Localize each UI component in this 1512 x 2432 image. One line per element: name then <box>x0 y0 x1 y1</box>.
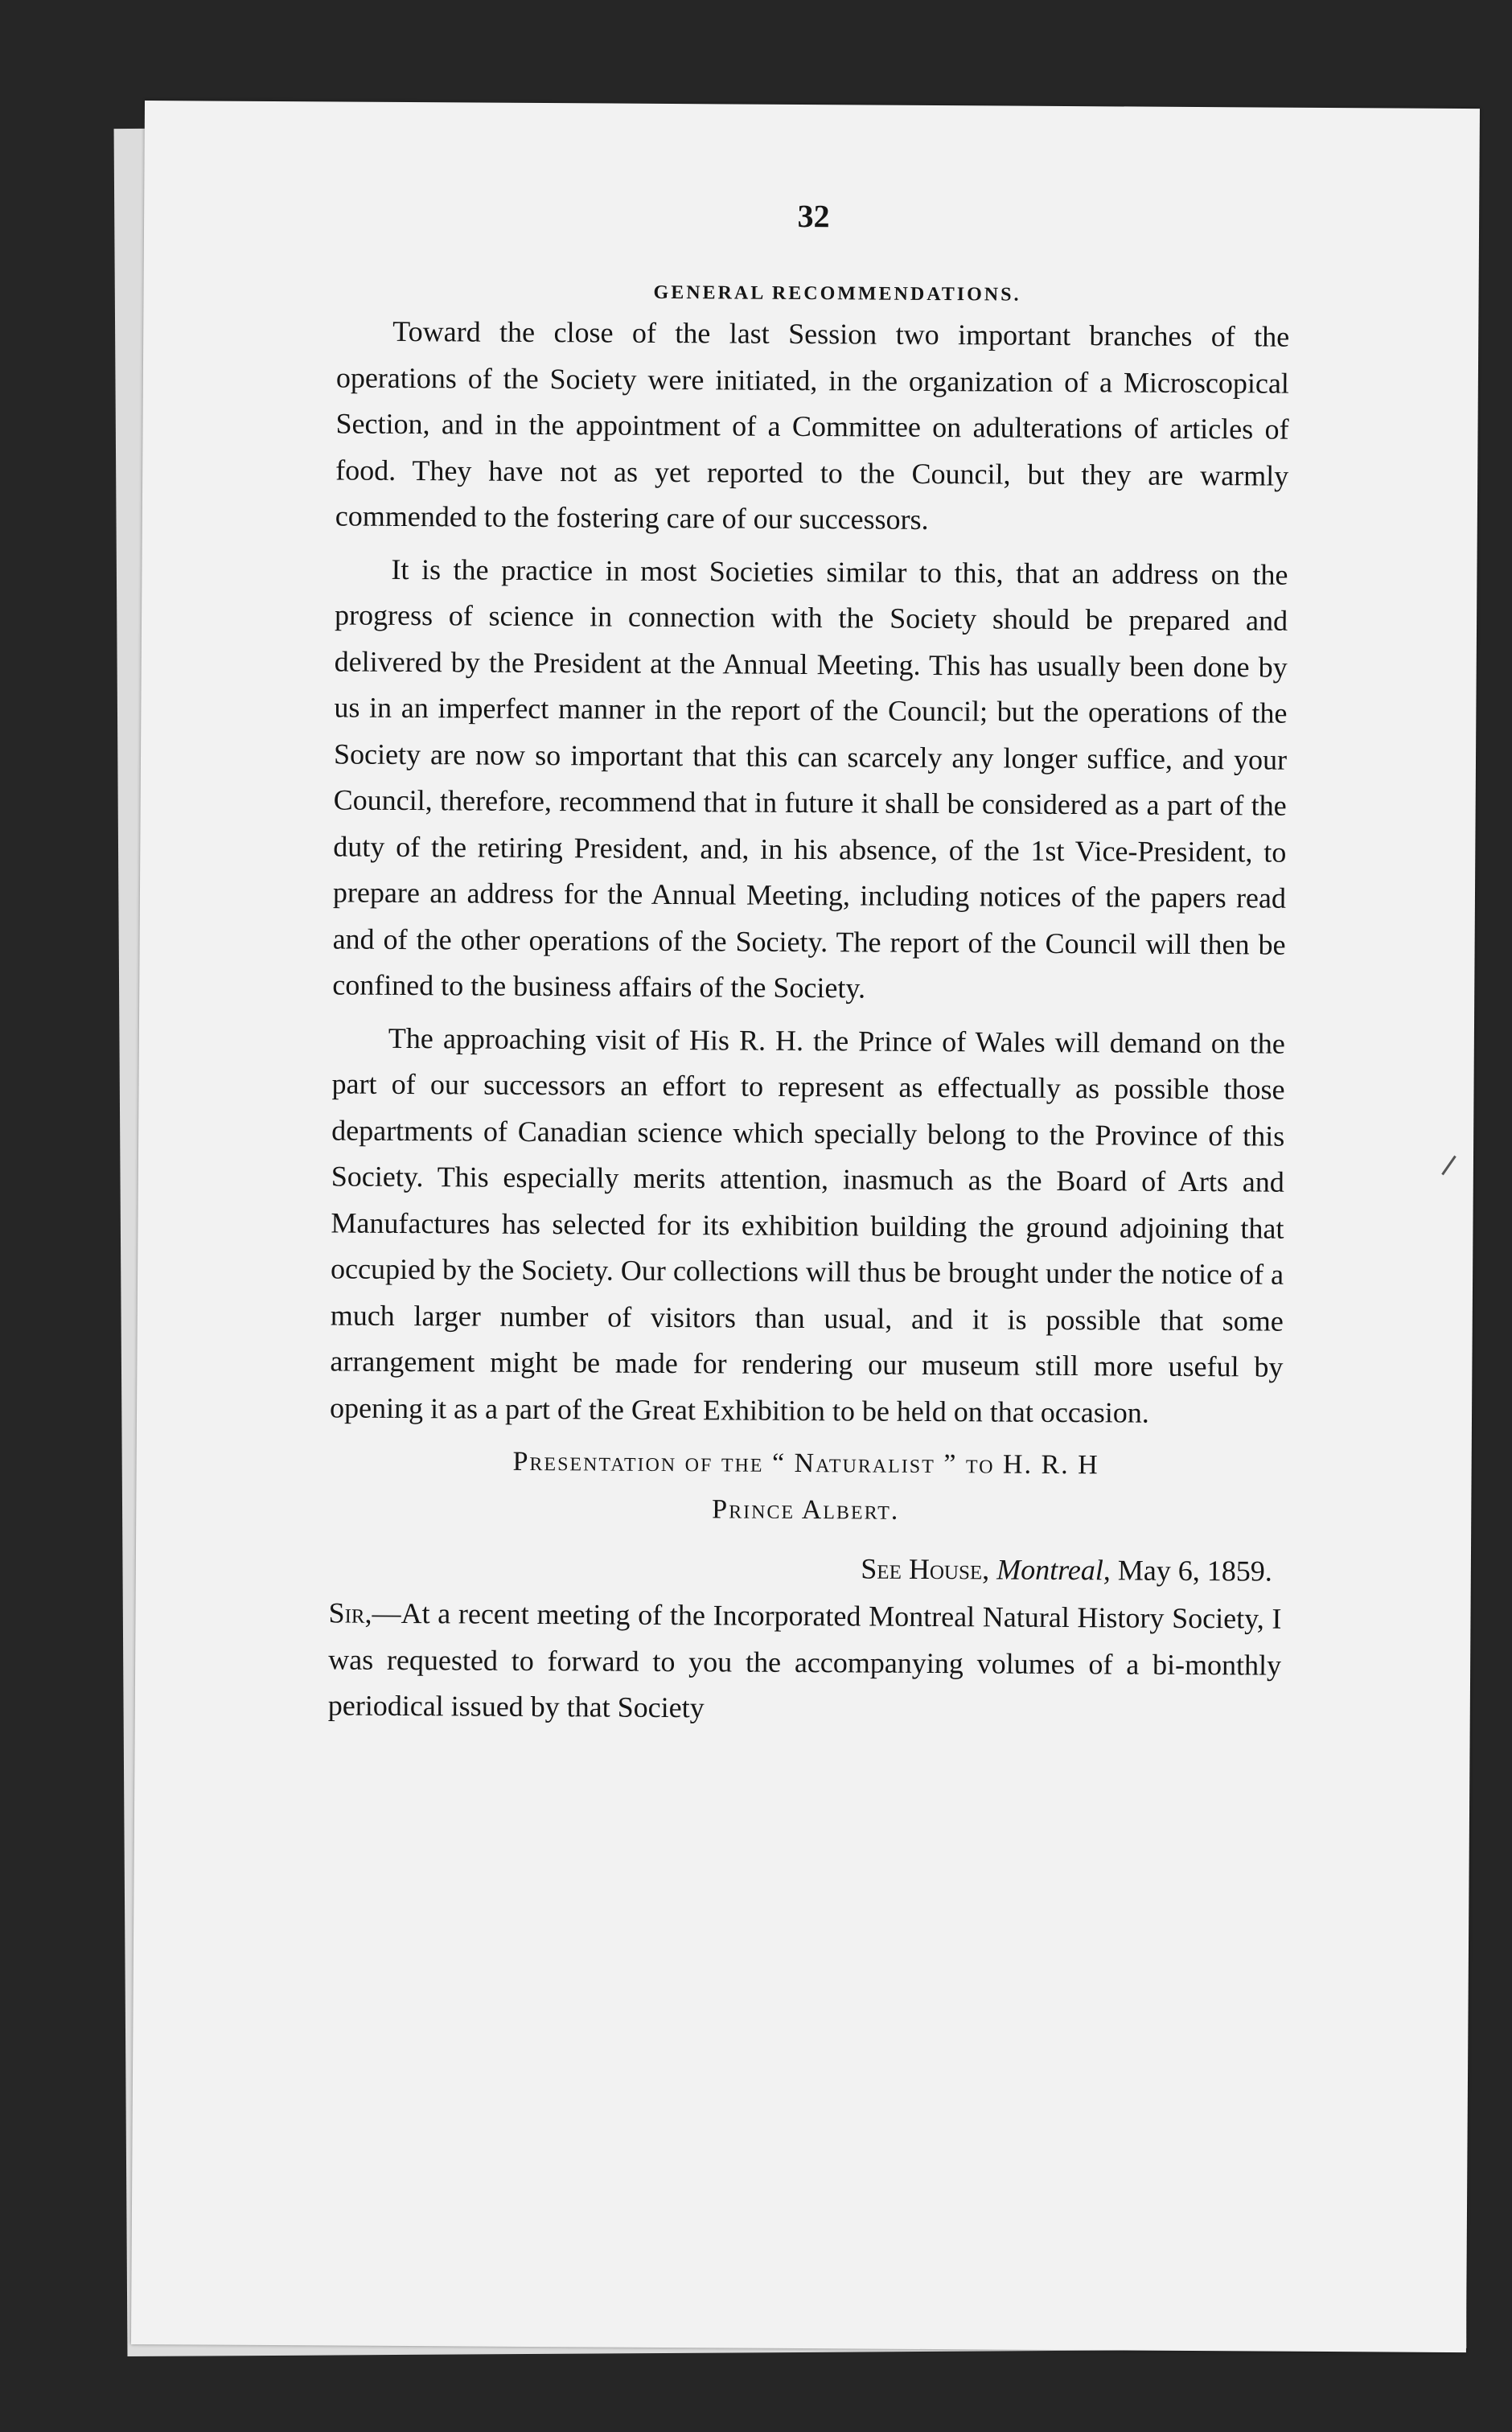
dateline-place: See House, <box>861 1552 990 1586</box>
paragraph-address: It is the practice in most Societies similar to this, that an address on the progress of science in connection with the Society should be prepared and delivered by the President at the Annual Meeting. This has usually been done by us in an imperfect manner in the report of the Council; but the operations of the Society are now so important that this can scarcely any longer suffice, and your Council, therefore, recommend that in future it shall be considered as a part of the duty of the retiring President, and, in his absence, of the 1st Vice-President, to prepare an address for the Annual Meeting, including notices of the papers read and of the other operations of the Society. The report of the Council will then be confined to the business affairs of the Society. <box>332 553 1288 1004</box>
presentation-heading <box>329 1437 1283 1536</box>
page-number: 32 <box>797 197 830 235</box>
letter-body <box>328 1590 1282 1735</box>
presentation-heading-line2: Prince Albert. <box>712 1494 900 1526</box>
letter-text: —At a recent meeting of the Incorporated Montreal Natural History Society, I was requested to forward to you the accompanying volumes of a bi-monthly periodical issued by that Society <box>327 1596 1282 1724</box>
document-page <box>131 101 1480 2352</box>
letter-salutation: Sir, <box>328 1596 372 1629</box>
presentation-heading-line1: Presentation of the “ Naturalist ” to H. R. H <box>512 1446 1099 1481</box>
paragraph-royal-visit: The approaching visit of His R. H. the Prince of Wales will demand on the part of our successors an effort to represent as effectually as possible those departments of Canadian science which specially belong to the Province of this Society. This especially merits attention, inasmuch as the Board of Arts and Manufactures has selected for its exhibition building the ground adjoining that occupied by the Society. Our collections will thus be brought under the notice of a much larger number of visitors than usual, and it is possible that some arrangement might be made for rendering our museum still more useful by opening it as a part of the Great Exhibition to be held on that occasion. <box>329 1021 1285 1429</box>
dateline-city: Montreal, <box>996 1553 1111 1587</box>
paragraph-branches: Toward the close of the last Session two important branches of the operations of the Society were initiated, in the organization of a Microscopical Section, and in the appointment of a Committee on adulterations of articles of food. They have not as yet reported to the Council, but they are warmly commended to the fostering care of our successors. <box>335 314 1290 536</box>
letter-dateline <box>329 1540 1272 1596</box>
dateline-date: May 6, 1859. <box>1117 1554 1272 1588</box>
section-heading: GENERAL RECOMMENDATIONS. <box>653 281 1021 306</box>
page-content <box>328 194 1291 1735</box>
